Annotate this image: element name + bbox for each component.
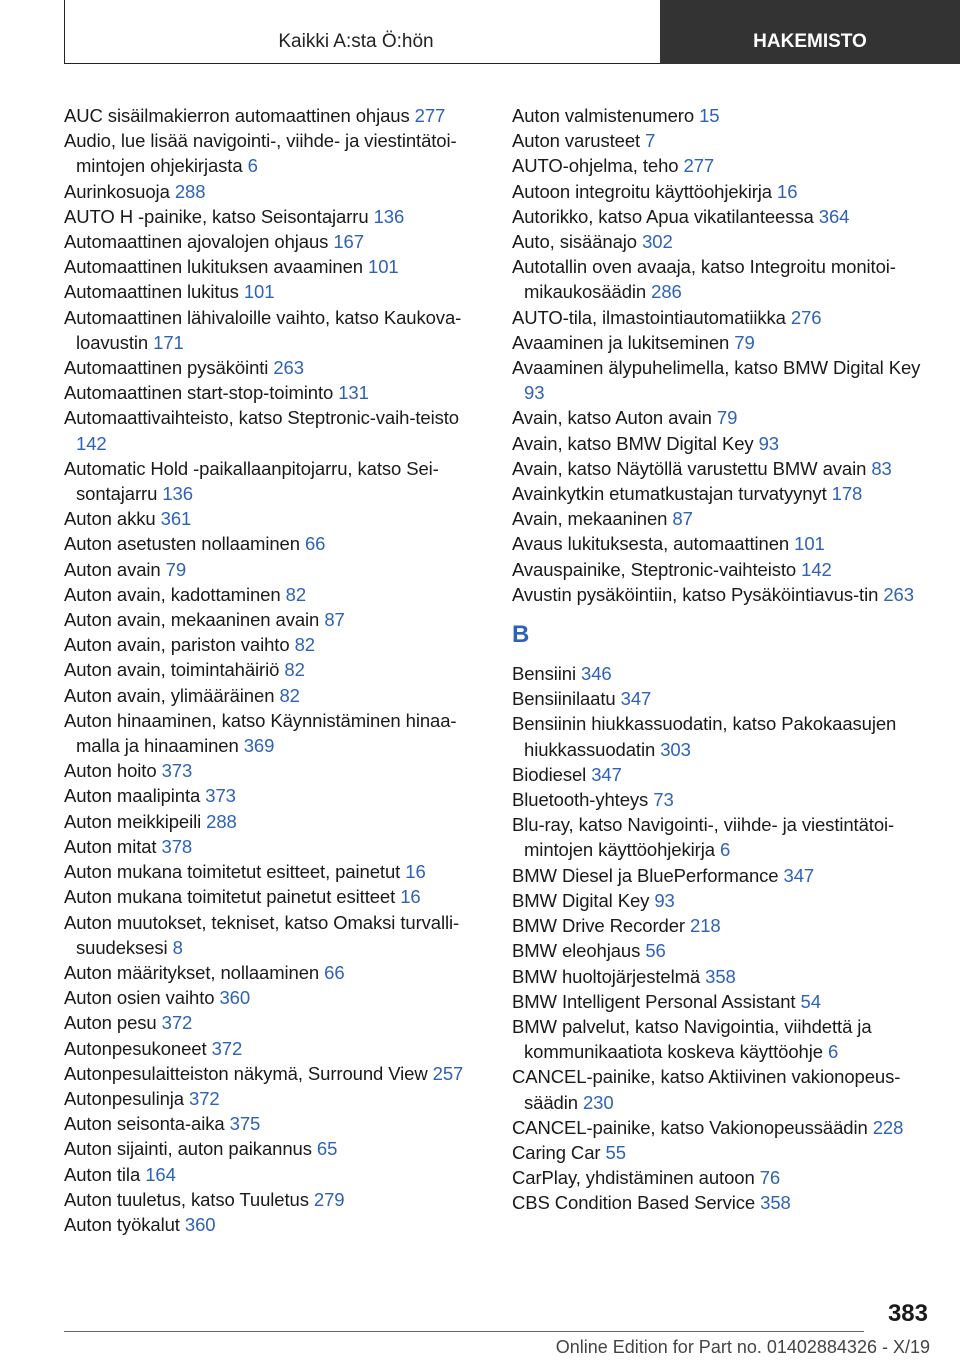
index-entry xyxy=(64,783,484,808)
entry-text: BMW huoltojärjestelmä xyxy=(512,965,701,987)
page-link[interactable]: 346 xyxy=(581,663,612,685)
index-entry xyxy=(512,128,932,153)
index-entry xyxy=(64,910,484,960)
index-entry xyxy=(64,179,484,204)
index-entry xyxy=(512,405,932,430)
page-link[interactable]: 288 xyxy=(206,810,237,832)
entry-text: Auton meikkipeili xyxy=(64,810,202,832)
page-link[interactable]: 101 xyxy=(368,256,399,278)
index-entry xyxy=(64,355,484,380)
index-tab[interactable]: HAKEMISTO xyxy=(660,0,960,64)
page-link[interactable]: 178 xyxy=(831,483,863,505)
page-number: 383 xyxy=(887,1300,928,1327)
entry-text: BMW Drive Recorder xyxy=(512,915,685,937)
page-link[interactable]: 361 xyxy=(160,508,192,530)
entry-text: Aurinkosuoja xyxy=(64,180,170,202)
page-link[interactable]: 79 xyxy=(734,331,755,353)
index-entry xyxy=(512,481,932,506)
entry-text: Auton määritykset, nollaaminen xyxy=(64,961,320,983)
index-group-b xyxy=(512,661,932,1215)
entry-text: AUTO H -painike, katso Seisontajarru xyxy=(64,205,369,227)
entry-text: Autonpesulaitteiston näkymä, Surround View xyxy=(64,1062,428,1084)
entry-text: Blu-ray, katso Navigointi-, viihde- ja viestintätoi-mintojen käyttöohjekirja xyxy=(512,814,895,861)
page-link[interactable]: 54 xyxy=(800,990,821,1012)
page-link[interactable]: 66 xyxy=(304,533,326,555)
page-link[interactable]: 87 xyxy=(672,508,693,530)
page-link[interactable]: 358 xyxy=(760,1192,791,1214)
index-entry xyxy=(64,254,484,279)
index-entry xyxy=(64,985,484,1010)
entry-text: Avainkytkin etumatkustajan turvatyynyt xyxy=(512,483,827,505)
entry-text: Auton avain, toimintahäiriö xyxy=(64,659,280,681)
entry-text: BMW eleohjaus xyxy=(512,940,641,962)
page-link[interactable]: 360 xyxy=(184,1213,216,1235)
index-entry xyxy=(64,1162,484,1187)
index-entry xyxy=(512,557,932,582)
page-link[interactable]: 276 xyxy=(790,306,822,328)
entry-text: Bensiinin hiukkassuodatin, katso Pakokaasujen hiukkassuodatin xyxy=(512,713,897,760)
entry-text: Avain, mekaaninen xyxy=(512,508,668,530)
entry-text: AUTO-tila, ilmastointiautomatiikka xyxy=(512,306,786,328)
index-entry xyxy=(512,582,932,607)
index-entry xyxy=(64,531,484,556)
entry-text: Auton avain, mekaaninen avain xyxy=(64,609,320,631)
index-entry xyxy=(512,456,932,481)
page-link[interactable]: 7 xyxy=(645,130,656,152)
page-link[interactable]: 263 xyxy=(273,357,304,379)
page-link[interactable]: 79 xyxy=(165,558,187,580)
entry-text: Autonpesukoneet xyxy=(64,1037,207,1059)
index-entry xyxy=(64,380,484,405)
index-entry xyxy=(512,762,932,787)
index-entry xyxy=(64,103,484,128)
page-link[interactable]: 65 xyxy=(316,1138,338,1160)
entry-text: Auton avain, pariston vaihto xyxy=(64,634,290,656)
index-entry xyxy=(64,128,484,178)
entry-text: Auton valmistenumero xyxy=(512,105,695,126)
index-entry xyxy=(64,1111,484,1136)
entry-text: Automaattinen lukitus xyxy=(64,281,239,303)
index-entry xyxy=(512,1190,932,1215)
page-link[interactable]: 82 xyxy=(279,684,300,706)
index-entry xyxy=(512,305,932,330)
entry-text: CANCEL-painike, katso Vakionopeussäädin xyxy=(512,1116,868,1138)
page-link[interactable]: 257 xyxy=(432,1062,464,1084)
page-link[interactable]: 167 xyxy=(333,231,364,253)
page-link[interactable]: 228 xyxy=(872,1116,904,1138)
page-link[interactable]: 101 xyxy=(794,533,825,555)
page-link[interactable]: 364 xyxy=(818,205,850,227)
entry-text: Autotallin oven avaaja, katso Integroitu monitoi-mikaukosäädin xyxy=(512,256,896,303)
page-link[interactable]: 55 xyxy=(605,1141,626,1163)
page-link[interactable]: 142 xyxy=(801,558,832,580)
page-link[interactable]: 372 xyxy=(161,1012,193,1034)
entry-text: Auton varusteet xyxy=(512,130,641,152)
index-entry xyxy=(512,229,932,254)
page-link[interactable]: 76 xyxy=(759,1167,781,1189)
index-entry xyxy=(512,888,932,913)
page-link[interactable]: 101 xyxy=(243,281,275,303)
entry-text: Audio, lue lisää navigointi-, viihde- ja viestintätoi-mintojen ohjekirjasta xyxy=(64,130,457,177)
index-entry xyxy=(512,787,932,812)
index-entry xyxy=(512,989,932,1014)
entry-text: Autoon integroitu käyttöohjekirja xyxy=(512,180,772,202)
index-entry xyxy=(512,179,932,204)
page-link[interactable]: 277 xyxy=(683,155,715,177)
index-entry xyxy=(512,431,932,456)
index-entry xyxy=(512,254,932,304)
index-entry xyxy=(64,1010,484,1035)
entry-text: Automaattinen lähivaloille vaihto, katso Kaukova-loavustin xyxy=(64,306,462,353)
page-link[interactable]: 93 xyxy=(758,432,779,454)
entry-text: Biodiesel xyxy=(512,763,587,785)
page-link[interactable]: 136 xyxy=(162,483,193,505)
index-entry xyxy=(512,913,932,938)
entry-text: Automatic Hold -paikallaanpitojarru, katso Sei-sontajarru xyxy=(64,457,439,505)
entry-text: Avaus lukituksesta, automaattinen xyxy=(512,533,790,555)
page-link[interactable]: 73 xyxy=(653,789,674,811)
index-entry xyxy=(64,582,484,607)
index-entry xyxy=(512,686,932,711)
page-link[interactable]: 218 xyxy=(690,915,721,937)
page-link[interactable]: 375 xyxy=(229,1113,261,1135)
page-link[interactable]: 87 xyxy=(324,609,345,631)
page-link[interactable]: 93 xyxy=(524,382,545,404)
entry-text: Avauspainike, Steptronic-vaihteisto xyxy=(512,558,797,580)
index-entry xyxy=(512,1140,932,1165)
page-link[interactable]: 347 xyxy=(591,763,622,785)
entry-text: Auton osien vaihto xyxy=(64,987,215,1009)
index-column-left xyxy=(64,103,484,1237)
entry-text: Automaattivaihteisto, katso Steptronic-vaih-teisto xyxy=(64,407,459,429)
entry-text: Auton avain, ylimääräinen xyxy=(64,684,275,706)
page-link[interactable]: 358 xyxy=(705,965,736,987)
entry-text: Caring Car xyxy=(512,1141,601,1163)
page-link[interactable]: 6 xyxy=(827,1041,839,1063)
index-entry xyxy=(512,812,932,862)
entry-text: Auton maalipinta xyxy=(64,785,201,807)
index-entry xyxy=(512,863,932,888)
page-link[interactable]: 279 xyxy=(313,1188,345,1210)
page-link[interactable]: 373 xyxy=(161,760,193,782)
index-entry xyxy=(64,607,484,632)
page-link[interactable]: 16 xyxy=(405,861,426,883)
index-entry xyxy=(64,683,484,708)
index-entry xyxy=(64,708,484,758)
page-link[interactable]: 277 xyxy=(414,105,446,126)
entry-text: Auton tuuletus, katso Tuuletus xyxy=(64,1188,309,1210)
index-entry xyxy=(64,279,484,304)
page-link[interactable]: 16 xyxy=(400,886,421,908)
index-entry xyxy=(512,1014,932,1064)
page-link[interactable]: 347 xyxy=(783,864,815,886)
entry-text: Automaattinen pysäköinti xyxy=(64,357,269,379)
entry-text: Auton akku xyxy=(64,508,156,530)
index-entry xyxy=(64,1086,484,1111)
entry-text: Avaaminen ja lukitseminen xyxy=(512,331,730,353)
index-entry xyxy=(512,1064,932,1114)
page-link[interactable]: 93 xyxy=(654,889,675,911)
index-entry xyxy=(64,1136,484,1161)
entry-text: Automaattinen ajovalojen ohjaus xyxy=(64,231,329,253)
entry-text: CANCEL-painike, katso Aktiivinen vakionopeus-säädin xyxy=(512,1066,901,1113)
page-link[interactable]: 6 xyxy=(719,839,731,861)
entry-text: Auton mukana toimitetut esitteet, painetut xyxy=(64,861,401,883)
index-entry xyxy=(512,1165,932,1190)
entry-text: Auto, sisäänajo xyxy=(512,231,638,253)
index-entry xyxy=(64,884,484,909)
page-link[interactable]: 369 xyxy=(243,735,275,757)
index-entry xyxy=(512,938,932,963)
page-link[interactable]: 347 xyxy=(620,688,652,710)
page-link[interactable]: 302 xyxy=(642,231,673,253)
section-letter-heading: B xyxy=(512,621,530,649)
index-entry xyxy=(512,103,932,128)
index-entry xyxy=(512,1115,932,1140)
index-entry xyxy=(64,229,484,254)
entry-text: Auton asetusten nollaaminen xyxy=(64,533,300,555)
entry-text: Auton työkalut xyxy=(64,1213,180,1235)
entry-text: Auton hoito xyxy=(64,760,157,782)
entry-text: AUC sisäilmakierron automaattinen ohjaus xyxy=(64,105,410,126)
index-entry xyxy=(512,204,932,229)
entry-text: CarPlay, yhdistäminen autoon xyxy=(512,1167,755,1189)
entry-text: Auton mitat xyxy=(64,835,157,857)
page-link[interactable]: 378 xyxy=(161,835,193,857)
entry-text: Auton avain xyxy=(64,558,161,580)
page-link[interactable]: 372 xyxy=(189,1087,220,1109)
index-entry xyxy=(512,964,932,989)
index-entry xyxy=(64,758,484,783)
entry-text: Auton pesu xyxy=(64,1012,157,1034)
entry-text: Auton avain, kadottaminen xyxy=(64,583,281,605)
page-link[interactable]: 171 xyxy=(153,331,184,353)
entry-text: Auton seisonta-aika xyxy=(64,1113,225,1135)
section-tab[interactable]: Kaikki A:sta Ö:hön xyxy=(278,31,434,52)
entry-text: Bluetooth-yhteys xyxy=(512,789,649,811)
page-link[interactable]: 8 xyxy=(172,936,183,958)
page-link[interactable]: 15 xyxy=(699,105,720,126)
index-entry xyxy=(64,809,484,834)
index-entry xyxy=(64,859,484,884)
page-link[interactable]: 83 xyxy=(871,457,892,479)
page-link[interactable]: 164 xyxy=(145,1163,176,1185)
page-link[interactable]: 230 xyxy=(582,1091,614,1113)
entry-text: Avain, katso Näytöllä varustettu BMW avain xyxy=(512,457,867,479)
index-entry xyxy=(512,711,932,761)
page-link[interactable]: 372 xyxy=(211,1037,243,1059)
index-entry xyxy=(512,355,932,405)
page-link[interactable]: 79 xyxy=(716,407,738,429)
index-entry xyxy=(512,661,932,686)
footer-edition: Online Edition for Part no. 01402884326 - X/19 xyxy=(555,1337,930,1357)
page-link[interactable]: 286 xyxy=(651,281,682,303)
page-link[interactable]: 82 xyxy=(294,634,315,656)
page-link[interactable]: 303 xyxy=(660,738,691,760)
entry-text: BMW palvelut, katso Navigointia, viihdettä ja kommunikaatiota koskeva käyttöohje xyxy=(512,1015,872,1063)
index-entry xyxy=(64,632,484,657)
page-link[interactable]: 142 xyxy=(76,432,107,454)
entry-text: Avain, katso BMW Digital Key xyxy=(512,432,754,454)
page-link[interactable]: 360 xyxy=(219,987,251,1009)
page-link[interactable]: 16 xyxy=(777,180,798,202)
entry-text: Auton muutokset, tekniset, katso Omaksi turvalli-suudeksesi xyxy=(64,911,460,958)
index-entry xyxy=(64,657,484,682)
index-entry xyxy=(512,506,932,531)
entry-text: BMW Digital Key xyxy=(512,889,650,911)
entry-text: CBS Condition Based Service xyxy=(512,1192,756,1214)
entry-text: Avaaminen älypuhelimella, katso BMW Digital Key xyxy=(512,357,921,379)
index-entry xyxy=(64,405,484,455)
page-link[interactable]: 82 xyxy=(284,659,305,681)
index-column-right xyxy=(512,103,932,1216)
entry-text: BMW Intelligent Personal Assistant xyxy=(512,990,796,1012)
index-entry xyxy=(64,456,484,506)
index-entry xyxy=(512,330,932,355)
index-entry xyxy=(64,1036,484,1061)
index-entry xyxy=(64,506,484,531)
entry-text: AUTO-ohjelma, teho xyxy=(512,155,679,177)
entry-text: Bensiinilaatu xyxy=(512,688,616,710)
index-entry xyxy=(512,531,932,556)
index-entry xyxy=(64,834,484,859)
entry-text: Automaattinen lukituksen avaaminen xyxy=(64,256,363,278)
page-link[interactable]: 56 xyxy=(645,940,666,962)
page-link[interactable]: 288 xyxy=(174,180,206,202)
index-entry xyxy=(64,557,484,582)
entry-text: BMW Diesel ja BluePerformance xyxy=(512,864,779,886)
entry-text: Auton hinaaminen, katso Käynnistäminen hinaa-malla ja hinaaminen xyxy=(64,709,457,757)
entry-text: Auton mukana toimitetut painetut esitteet xyxy=(64,886,396,908)
entry-text: Autorikko, katso Apua vikatilanteessa xyxy=(512,205,814,227)
entry-text: Bensiini xyxy=(512,663,576,685)
page-link[interactable]: 82 xyxy=(285,583,307,605)
index-entry xyxy=(512,153,932,178)
index-entry xyxy=(64,960,484,985)
index-group-a xyxy=(512,103,932,607)
index-entry xyxy=(64,305,484,355)
entry-text: Automaattinen start-stop-toiminto xyxy=(64,382,334,404)
entry-text: Autonpesulinja xyxy=(64,1087,184,1109)
index-entry xyxy=(64,1212,484,1237)
page-link[interactable]: 136 xyxy=(373,205,405,227)
entry-text: Avain, katso Auton avain xyxy=(512,407,712,429)
page-link[interactable]: 6 xyxy=(247,155,258,177)
page-link[interactable]: 373 xyxy=(205,785,236,807)
footer-divider xyxy=(64,1331,864,1332)
entry-text: Auton sijainti, auton paikannus xyxy=(64,1138,312,1160)
index-entry xyxy=(64,1061,484,1086)
page-link[interactable]: 66 xyxy=(324,961,345,983)
index-entry xyxy=(64,204,484,229)
entry-text: Auton tila xyxy=(64,1163,141,1185)
page-link[interactable]: 263 xyxy=(883,583,914,605)
page-link[interactable]: 131 xyxy=(338,382,369,404)
index-entry xyxy=(64,1187,484,1212)
entry-text: Avustin pysäköintiin, katso Pysäköintiavus-tin xyxy=(512,583,879,605)
